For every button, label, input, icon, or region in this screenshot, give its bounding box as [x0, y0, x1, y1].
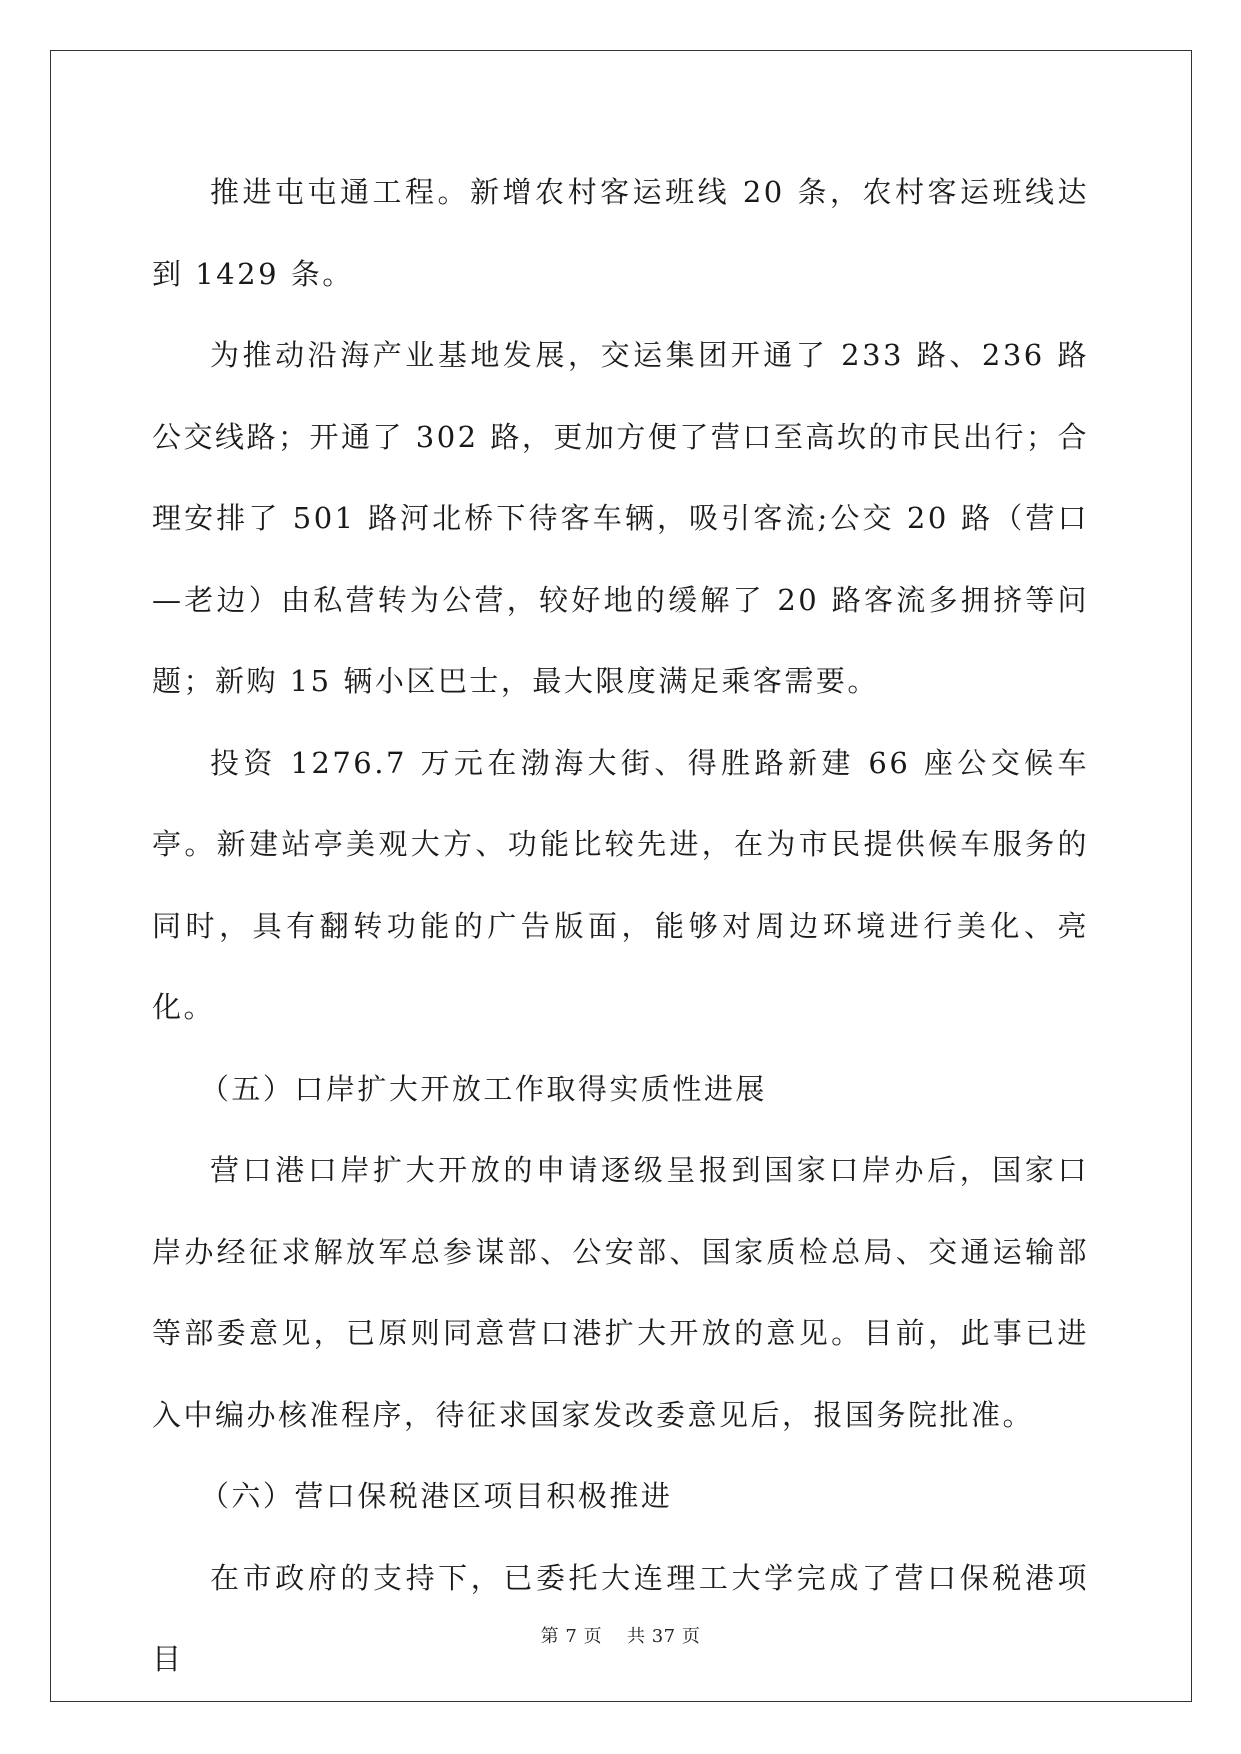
paragraph-bus-lines: 推进屯屯通工程。新增农村客运班线 20 条，农村客运班线达到 1429 条。: [152, 175, 1089, 291]
section-heading-bonded-port: （六）营口保税港区项目积极推进: [199, 1479, 673, 1513]
page-number: 第 7 页: [540, 1626, 603, 1647]
page-footer: [0, 1622, 1241, 1648]
paragraph-bus-shelters: 投资 1276.7 万元在渤海大街、得胜路新建 66 座公交候车亭。新建站亭美观大方、功能比较先进，在为市民提供候车服务的同时，具有翻转功能的广告版面，能够对周边环境进行美化、亮化。: [152, 745, 1089, 1024]
document-body: [152, 152, 1089, 1701]
paragraph-bonded-port: 在市政府的支持下，已委托大连理工大学完成了营口保税港项目: [152, 1560, 1089, 1676]
paragraph-port-opening: 营口港口岸扩大开放的申请逐级呈报到国家口岸办后，国家口岸办经征求解放军总参谋部、公安部、国家质检总局、交通运输部等部委意见，已原则同意营口港扩大开放的意见。目前，此事已进入中编办核准程序，待征求国家发改委意见后，报国务院批准。: [152, 1153, 1089, 1432]
paragraph-coastal-routes: 为推动沿海产业基地发展，交运集团开通了 233 路、236 路公交线路；开通了 302 路，更加方便了营口至高坎的市民出行；合理安排了 501 路河北桥下待客车辆，吸引客流;公交 20 路（营口—老边）由私营转为公营，较好地的缓解了 20 路客流多拥挤等问题；新购 15 辆小区巴士，最大限度满足乘客需要。: [152, 338, 1089, 698]
page-total: 共 37 页: [626, 1626, 701, 1647]
section-heading-port-opening: （五）口岸扩大开放工作取得实质性进展: [199, 1071, 767, 1106]
